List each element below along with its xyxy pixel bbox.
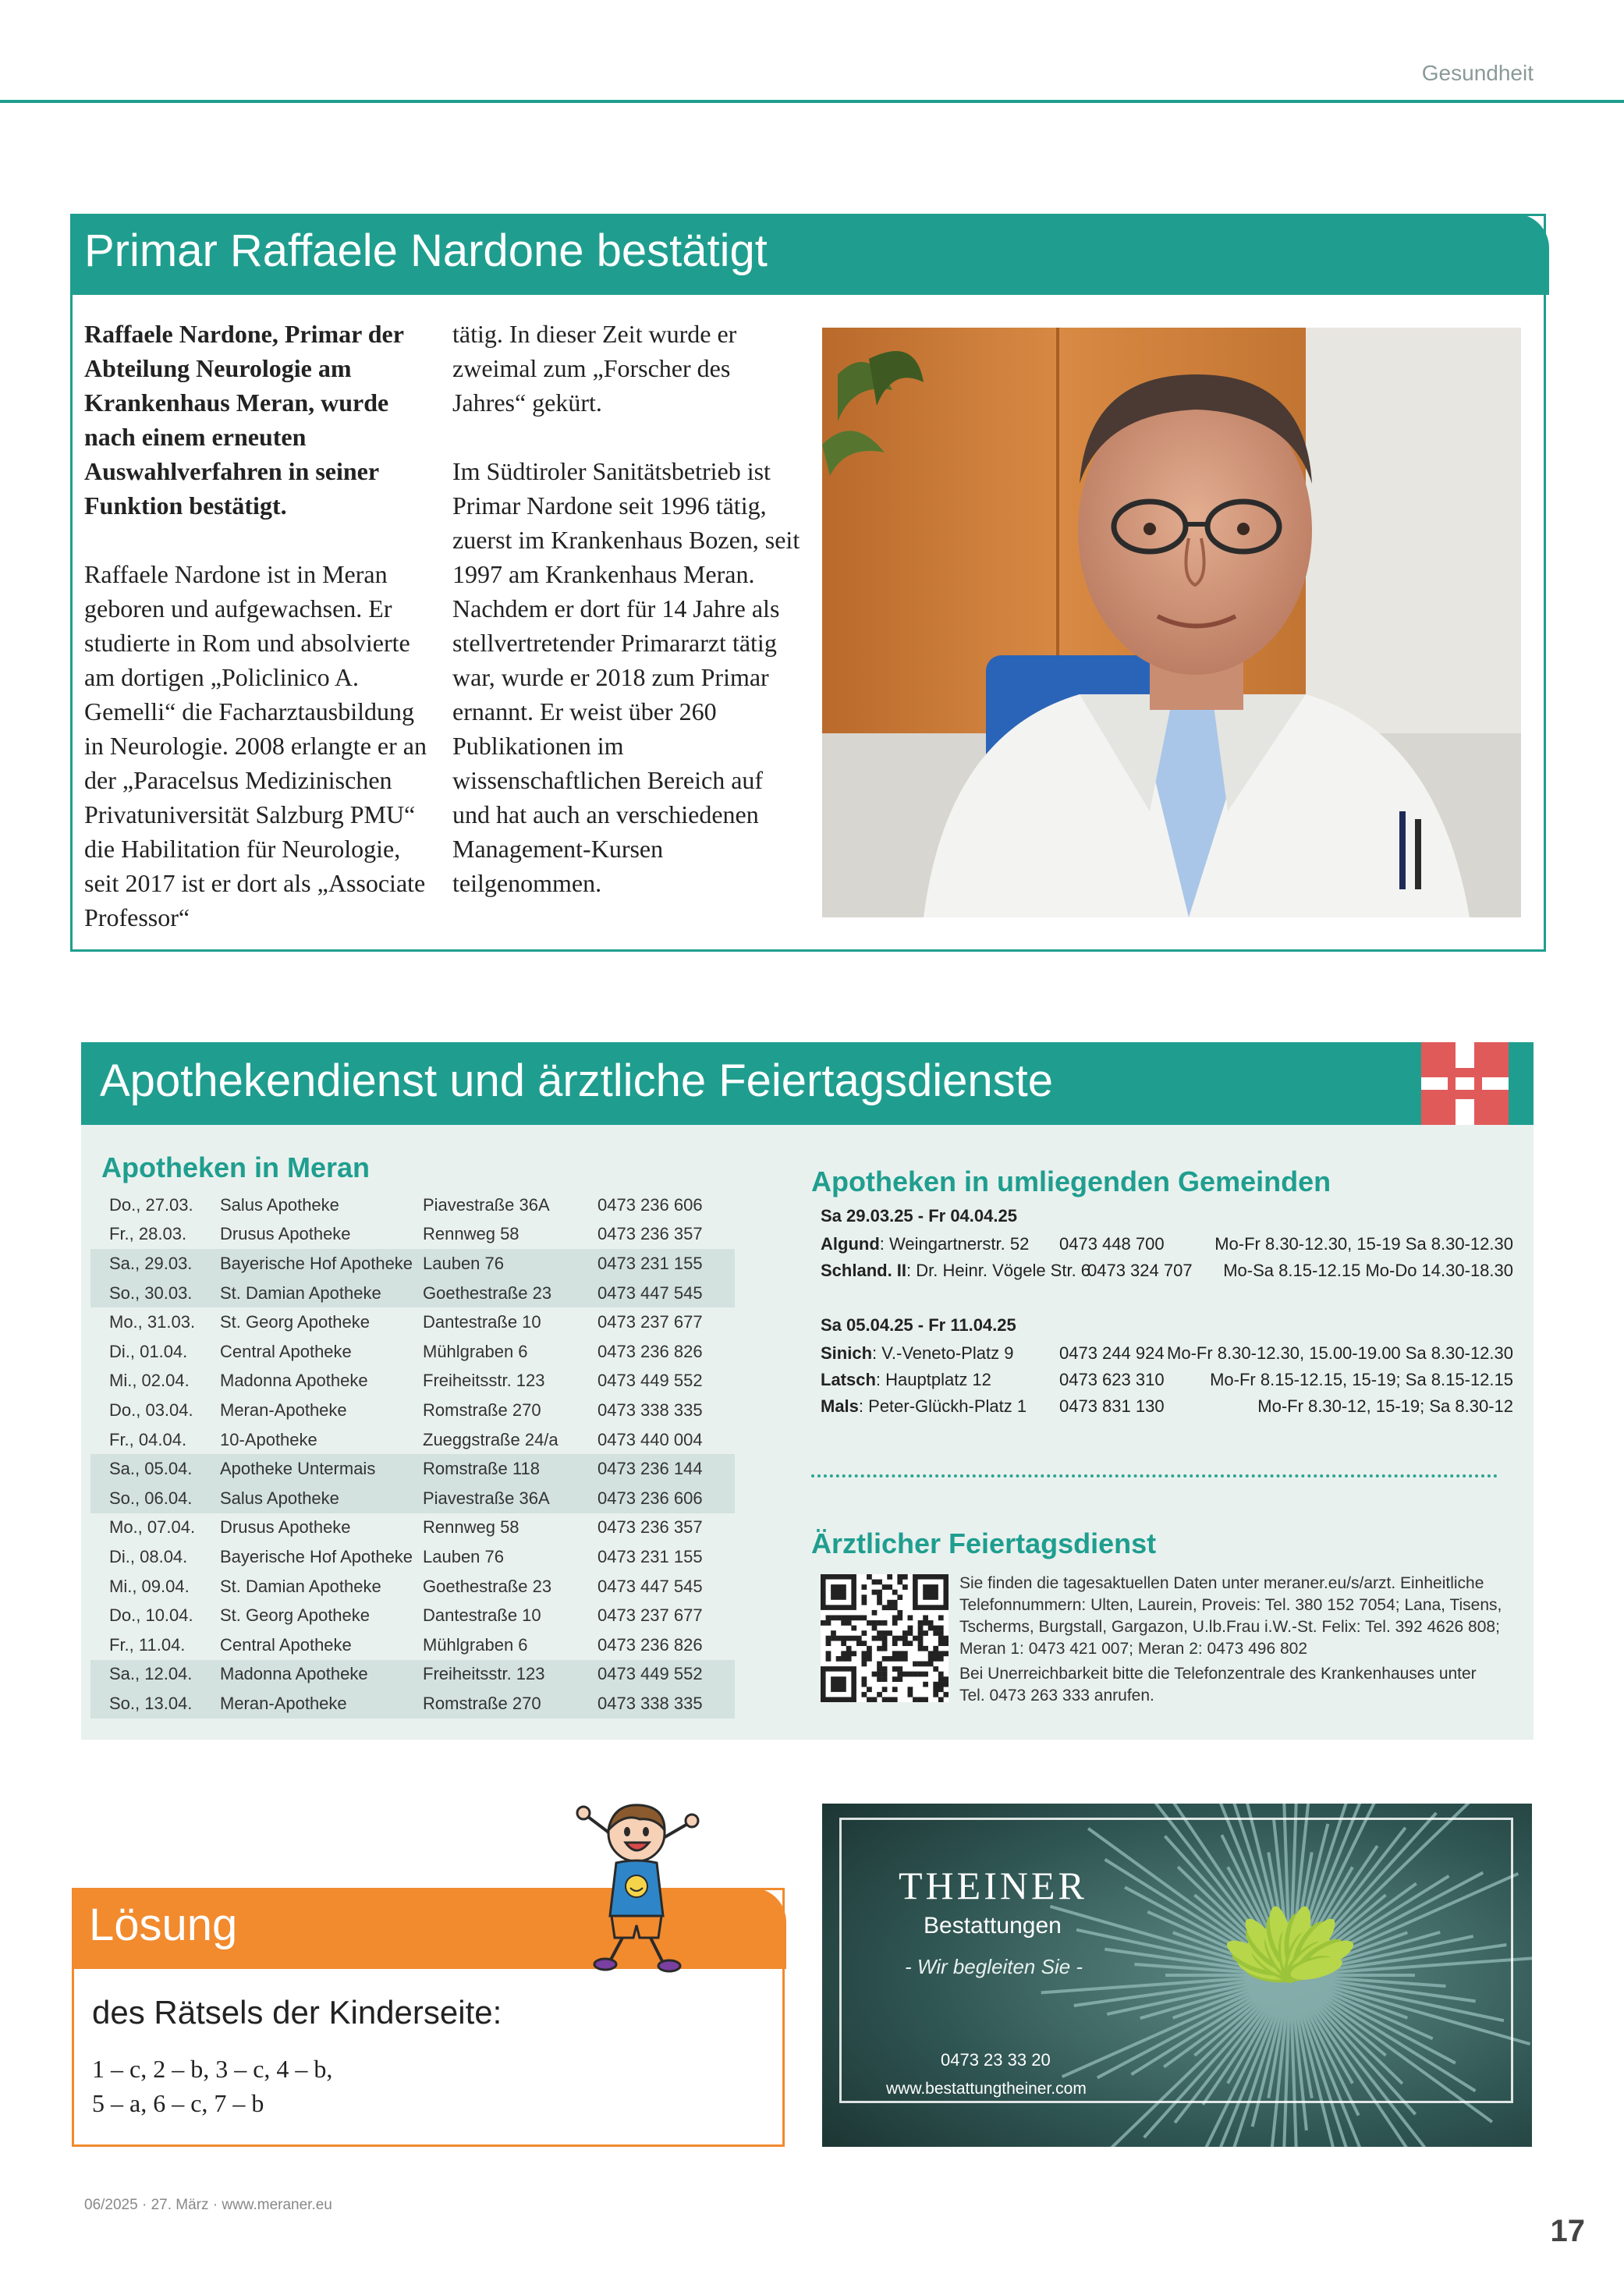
pharmacy-name: Central Apotheke bbox=[220, 1634, 352, 1655]
gemeinden-row bbox=[821, 1396, 1513, 1423]
period-label: Sa 29.03.25 - Fr 04.04.25 bbox=[821, 1206, 1017, 1226]
gemeinden-row bbox=[821, 1261, 1513, 1287]
pharmacy-name: Salus Apotheke bbox=[220, 1194, 339, 1215]
pharmacy-date: Sa., 12.04. bbox=[90, 1660, 220, 1690]
pharmacy-street: Piavestraße 36A bbox=[423, 1484, 597, 1513]
pharmacy-street: Goethestraße 23 bbox=[423, 1576, 552, 1596]
page-number: 17 bbox=[1550, 2214, 1585, 2248]
pharmacy-name: Drusus Apotheke bbox=[220, 1517, 351, 1538]
pharmacy-street: Zueggstraße 24/a bbox=[423, 1429, 558, 1449]
table-row bbox=[90, 1689, 735, 1719]
pharmacy-street: Romstraße 270 bbox=[423, 1689, 597, 1719]
place-name: Algund bbox=[821, 1234, 880, 1254]
gemeinden-period-2 bbox=[821, 1315, 1513, 1423]
pharmacy-date: Di., 01.04. bbox=[109, 1341, 188, 1361]
pharmacy-phone: 0473 236 826 bbox=[597, 1341, 703, 1361]
pharmacy-street: Lauben 76 bbox=[423, 1249, 597, 1279]
dotted-divider bbox=[811, 1474, 1498, 1478]
service-title: Apothekendienst und ärztliche Feiertagsdienste bbox=[100, 1055, 1053, 1106]
pharmacy-street: Freiheitsstr. 123 bbox=[423, 1371, 545, 1391]
pharmacy-date: Sa., 29.03. bbox=[90, 1249, 220, 1279]
answers-line: 5 – a, 6 – c, 7 – b bbox=[92, 2089, 264, 2117]
pharmacy-street: Lauben 76 bbox=[423, 1546, 504, 1566]
article-column-1 bbox=[84, 317, 434, 935]
pharmacy-street: Romstraße 270 bbox=[423, 1399, 541, 1420]
cheering-kid-illustration bbox=[562, 1799, 711, 1975]
pharmacy-phone: 0473 236 357 bbox=[597, 1224, 703, 1244]
pharmacy-phone: 0473 237 677 bbox=[597, 1312, 703, 1332]
ad-phone: 0473 23 33 20 bbox=[941, 2050, 1051, 2070]
loesung-subtitle: des Rätsels der Kinderseite: bbox=[92, 1994, 502, 2031]
pharmacy-phone: 0473 237 677 bbox=[597, 1605, 703, 1626]
pharmacy-phone: 0473 338 335 bbox=[597, 1399, 703, 1420]
aerzt-info bbox=[959, 1573, 1505, 1710]
place-phone: 0473 324 707 bbox=[1087, 1261, 1193, 1280]
place-address: : Weingartnerstr. 52 bbox=[879, 1234, 1030, 1254]
pharmacy-name: St. Georg Apotheke bbox=[220, 1312, 371, 1332]
article-paragraph: Raffaele Nardone ist in Meran geboren und aufgewachsen. Er studierte in Rom und absolvierte am dortigen „Policlinico A. Gemelli“ die Facharztausbildung in Neurologie. 2008 erlangte er an der „Paracelsus Medizinischen Privatuniversität Salzburg PMU“ die Habilitation für Neurologie, seit 2017 ist er dort als „Associate Professor“ bbox=[84, 560, 427, 931]
qr-code-icon[interactable] bbox=[821, 1574, 949, 1702]
pharmacy-name: St. Damian Apotheke bbox=[220, 1279, 423, 1308]
pharmacy-date: Sa., 05.04. bbox=[90, 1454, 220, 1484]
pharmacy-date: Mo., 07.04. bbox=[109, 1517, 196, 1538]
gemeinden-row bbox=[821, 1343, 1513, 1370]
pharmacy-date: Fr., 28.03. bbox=[109, 1224, 187, 1244]
pharmacy-street: Romstraße 118 bbox=[423, 1454, 597, 1484]
pharmacy-name: St. Damian Apotheke bbox=[220, 1576, 381, 1596]
period-label: Sa 05.04.25 - Fr 11.04.25 bbox=[821, 1315, 1016, 1335]
place-name: Mals bbox=[821, 1396, 859, 1416]
pharmacy-phone: 0473 447 545 bbox=[597, 1279, 735, 1308]
pharmacy-date: Fr., 04.04. bbox=[109, 1429, 187, 1449]
pharmacy-street: Mühlgraben 6 bbox=[423, 1341, 528, 1361]
pharmacy-phone: 0473 236 606 bbox=[597, 1484, 735, 1513]
ad-brand: THEINER bbox=[899, 1864, 1087, 1907]
table-row bbox=[90, 1630, 735, 1660]
article-title: Primar Raffaele Nardone bestätigt bbox=[84, 225, 768, 276]
table-row bbox=[90, 1542, 735, 1572]
pharmacy-phone: 0473 338 335 bbox=[597, 1689, 735, 1719]
pharmacy-phone: 0473 231 155 bbox=[597, 1249, 735, 1279]
pharmacy-street: Dantestraße 10 bbox=[423, 1605, 541, 1626]
place-phone: 0473 831 130 bbox=[1059, 1396, 1165, 1416]
pharmacy-name: Apotheke Untermais bbox=[220, 1454, 423, 1484]
table-row bbox=[90, 1396, 735, 1425]
pharmacy-street: Rennweg 58 bbox=[423, 1517, 519, 1538]
article-column-2 bbox=[452, 317, 802, 900]
pharmacy-phone: 0473 447 545 bbox=[597, 1576, 703, 1596]
pharmacy-name: Meran-Apotheke bbox=[220, 1399, 347, 1420]
table-row bbox=[90, 1249, 735, 1279]
place-hours: Mo-Fr 8.15-12.15, 15-19; Sa 8.15-12.15 bbox=[1210, 1370, 1513, 1389]
pharmacy-phone: 0473 236 606 bbox=[597, 1194, 703, 1215]
gemeinden-period-1 bbox=[821, 1206, 1513, 1287]
pharmacy-date: Fr., 11.04. bbox=[109, 1634, 186, 1655]
table-row bbox=[90, 1279, 735, 1308]
ad-website-link[interactable]: www.bestattungtheiner.com bbox=[886, 2080, 1087, 2098]
place-hours: Mo-Fr 8.30-12.30, 15-19 Sa 8.30-12.30 bbox=[1214, 1234, 1513, 1254]
pharmacy-phone: 0473 449 552 bbox=[597, 1371, 703, 1391]
meran-heading: Apotheken in Meran bbox=[101, 1151, 371, 1183]
pharmacy-name: Bayerische Hof Apotheke bbox=[220, 1249, 423, 1279]
portrait-photo bbox=[822, 328, 1521, 917]
pharmacy-name: Central Apotheke bbox=[220, 1341, 352, 1361]
pharmacy-date: So., 13.04. bbox=[90, 1689, 220, 1719]
place-address: : V.-Veneto-Platz 9 bbox=[872, 1343, 1014, 1363]
pharmacy-street: Dantestraße 10 bbox=[423, 1312, 541, 1332]
table-row bbox=[90, 1572, 735, 1602]
place-address: : Dr. Heinr. Vögele Str. 6 bbox=[906, 1261, 1091, 1280]
pharmacy-street: Rennweg 58 bbox=[423, 1224, 519, 1244]
header-divider bbox=[0, 100, 1624, 103]
pharmacy-name: Drusus Apotheke bbox=[220, 1224, 351, 1244]
pharmacy-date: Do., 10.04. bbox=[109, 1605, 193, 1626]
pharmacy-street: Mühlgraben 6 bbox=[423, 1634, 528, 1655]
article-paragraph: Im Südtiroler Sanitätsbetrieb ist Primar Nardone seit 1996 tätig, zuerst im Krankenhaus Bozen, seit 1997 am Krankenhaus Meran. Nachdem er dort für 14 Jahre als stellvertretender Primararzt tätig war, wurde er 2018 zum Primar ernannt. Er weist über 260 Publikationen im wissenschaftlichen Bereich auf und hat auch an verschiedenen Management-Kursen teilgenommen. bbox=[452, 457, 800, 897]
place-name: Schland. II bbox=[821, 1261, 907, 1280]
pharmacy-name: Madonna Apotheke bbox=[220, 1371, 368, 1391]
place-address: : Peter-Glückh-Platz 1 bbox=[858, 1396, 1027, 1416]
pharmacy-phone: 0473 449 552 bbox=[597, 1660, 735, 1690]
pharmacy-name: Meran-Apotheke bbox=[220, 1689, 423, 1719]
loesung-title: Lösung bbox=[89, 1900, 238, 1950]
pharmacy-date: Mo., 31.03. bbox=[109, 1312, 196, 1332]
pharmacy-street: Piavestraße 36A bbox=[423, 1194, 550, 1215]
gemeinden-row bbox=[821, 1370, 1513, 1396]
pharmacy-date: So., 06.04. bbox=[90, 1484, 220, 1513]
pharmacy-street: Freiheitsstr. 123 bbox=[423, 1660, 597, 1690]
place-name: Latsch bbox=[821, 1370, 876, 1389]
article-paragraph: tätig. In dieser Zeit wurde er zweimal zum „Forscher des Jahres“ gekürt. bbox=[452, 320, 737, 417]
pharmacy-name: 10-Apotheke bbox=[220, 1429, 317, 1449]
pharmacy-phone: 0473 236 826 bbox=[597, 1634, 703, 1655]
place-address: : Hauptplatz 12 bbox=[875, 1370, 991, 1389]
aerzt-info-text: Sie finden die tagesaktuellen Daten unter meraner.eu/s/arzt. Einheitliche Telefonnummern: Ulten, Laurein, Proveis: Tel. 380 152 7054; Lana, Tisens, Tscherms, Burgstall, Gargazon, U.lb.Frau i.W.-St. Felix: Tel. 392 4626 808; Meran 1: 0473 421 007; Meran 2: 0473 496 802 bbox=[959, 1574, 1502, 1658]
place-hours: Mo-Fr 8.30-12.30, 15.00-19.00 Sa 8.30-12.30 bbox=[1167, 1343, 1513, 1363]
pharmacy-date: Do., 27.03. bbox=[109, 1194, 193, 1215]
pharmacy-phone: 0473 236 357 bbox=[597, 1517, 703, 1538]
pharmacy-name: St. Georg Apotheke bbox=[220, 1605, 371, 1626]
section-label: Gesundheit bbox=[1421, 61, 1534, 85]
place-hours: Mo-Fr 8.30-12, 15-19; Sa 8.30-12 bbox=[1257, 1396, 1513, 1416]
ad-subtitle: Bestattungen bbox=[924, 1913, 1062, 1939]
pharmacy-phone: 0473 236 144 bbox=[597, 1454, 735, 1484]
loesung-answers bbox=[92, 2052, 332, 2120]
pharmacy-date: Do., 03.04. bbox=[109, 1399, 193, 1420]
pharmacy-phone: 0473 231 155 bbox=[597, 1546, 703, 1566]
ad-slogan: - Wir begleiten Sie - bbox=[905, 1955, 1083, 1978]
gemeinden-heading: Apotheken in umliegenden Gemeinden bbox=[811, 1165, 1331, 1197]
pharmacy-cross-icon bbox=[1421, 1042, 1509, 1125]
place-phone: 0473 623 310 bbox=[1059, 1370, 1165, 1389]
pharmacy-date: Di., 08.04. bbox=[109, 1546, 188, 1566]
place-phone: 0473 448 700 bbox=[1059, 1234, 1165, 1254]
table-row bbox=[90, 1660, 735, 1690]
pharmacy-name: Salus Apotheke bbox=[220, 1484, 423, 1513]
footer-issue: 06/2025 · 27. März · www.meraner.eu bbox=[84, 2197, 332, 2213]
pharmacy-name: Madonna Apotheke bbox=[220, 1660, 423, 1690]
table-row bbox=[90, 1220, 735, 1250]
pharmacy-phone: 0473 440 004 bbox=[597, 1429, 703, 1449]
answers-line: 1 – c, 2 – b, 3 – c, 4 – b, bbox=[92, 2055, 333, 2083]
table-row bbox=[90, 1425, 735, 1455]
pharmacy-street: Goethestraße 23 bbox=[423, 1279, 597, 1308]
pharmacy-date: Mi., 02.04. bbox=[109, 1371, 190, 1391]
table-row bbox=[90, 1484, 735, 1513]
table-row bbox=[90, 1601, 735, 1630]
pharmacy-date: So., 30.03. bbox=[90, 1279, 220, 1308]
pharmacy-table bbox=[90, 1190, 735, 1719]
table-row bbox=[90, 1367, 735, 1396]
table-row bbox=[90, 1513, 735, 1543]
article-lead: Raffaele Nardone, Primar der Abteilung Neurologie am Krankenhaus Meran, wurde nach einem erneuten Auswahlverfahren in seiner Funktion bestätigt. bbox=[84, 320, 404, 520]
aerzt-info-text: Bei Unerreichbarkeit bitte die Telefonzentrale des Krankenhauses unter Tel. 0473 263 333 anrufen. bbox=[959, 1665, 1477, 1705]
table-row bbox=[90, 1454, 735, 1484]
aerzt-heading: Ärztlicher Feiertagsdienst bbox=[811, 1527, 1157, 1559]
place-name: Sinich bbox=[821, 1343, 873, 1363]
table-row bbox=[90, 1190, 735, 1220]
table-row bbox=[90, 1307, 735, 1337]
gemeinden-row bbox=[821, 1234, 1513, 1261]
pharmacy-date: Mi., 09.04. bbox=[109, 1576, 190, 1596]
pharmacy-name: Bayerische Hof Apotheke bbox=[220, 1546, 413, 1566]
place-phone: 0473 244 924 bbox=[1059, 1343, 1165, 1363]
table-row bbox=[90, 1337, 735, 1367]
place-hours: Mo-Sa 8.15-12.15 Mo-Do 14.30-18.30 bbox=[1223, 1261, 1513, 1280]
